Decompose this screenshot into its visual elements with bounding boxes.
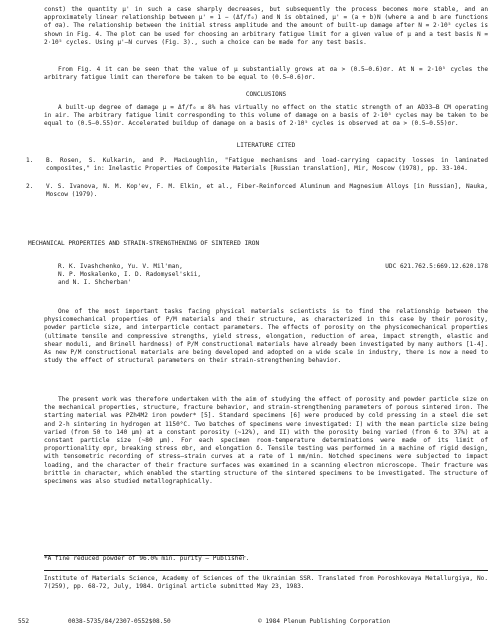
author-line: and N. I. Shcherban' xyxy=(58,279,132,287)
page-footer xyxy=(18,618,488,626)
literature-heading: LITERATURE CITED xyxy=(236,142,296,149)
reference-text: V. S. Ivanova, N. M. Kop'ev, F. M. Elkin, et al., Fiber-Reinforced Aluminum and Magnesium Alloys [in Russian], Nauka, Moscow (1979). xyxy=(46,183,488,199)
affiliation-note: Institute of Materials Science, Academy of Sciences of the Ukrainian SSR. Translated from Poroshkovaya Metallurgiya, No. 7(259), pp. 68-72, July, 1984. Original article submitted May 23, 1983. xyxy=(44,575,488,591)
intro-paragraph: const) the quantity μ' in such a case sharply decreases, but subsequently the process becomes more stable, and an approximately linear relationship between μ' = 1 − (Δf/f₀) and N is obtained, μ' = (a + b)N (where a and b are functions of σa). The relationship between the initial stress amplitude and the amount of built-up damage after N = 2·10⁵ cycles is shown in Fig. 4. The plot can be used for choosing an arbitrary fatigue limit for a given value of μ and a test basis N = 2·10⁵ cycles. Using μ'—N curves (Fig. 3)., such a choice can be made for any test basis. xyxy=(44,6,488,46)
reference-item xyxy=(26,183,488,199)
reference-number: 1. xyxy=(26,157,34,164)
udc-code: UDC 621.762.5:669.12.620.178 xyxy=(385,263,488,270)
body-paragraph-1: One of the most important tasks facing physical materials scientists is to find the relationship between the physicomechanical properties of P/M materials and their structure, as characterized in this case by their porosity, powder particle size, and interparticle contact parameters. The effects of porosity on the physicomechanical properties (ultimate tensile and compressive strengths, yield stress, elongation, reduction of area, impact strength, elastic and shear moduli, and Brinell hardness) of P/M constructional materials have already been investigated by many authors [1-4]. As new P/M constructional materials are being developed and adopted on a wide scale in industry, there is now a need to study the effect of structural parameters on their strain-strengthening behavior. xyxy=(44,308,488,365)
page-number: 552 xyxy=(18,618,30,625)
body-paragraph-2: The present work was therefore undertaken with the aim of studying the effect of porosity and powder particle size on the mechanical properties, structure, fracture behavior, and strain-strengthening parameters of porous sintered iron. The starting material was PZh4M2 iron powder* [5]. Standard specimens [6] were produced by cold pressing in a steel die set and 2-h sintering in hydrogen at 1150°C. Two batches of specimens were investigated: I) with the mean particle size being varied (from 50 to 140 μm) at a constant porosity (~12%), and II) with the porosity being varied (from 6 to 37%) at a constant particle size (~80 μm). For each specimen room-temperature determinations were made of its limit of proportionality σpr, breaking stress σbr, and elongation δ. Tensile testing was performed in a machine of rigid design, with tensometric recording of stress—strain curves at a rate of 1 mm/min. Notched specimens were subjected to impact loading, and the character of their fracture surfaces was examined in a scanning electron microscope. Their fracture was brittle in character, which enabled the starting structure of the sintered specimens to be investigated. The structure of specimens was also studied metallographically. xyxy=(44,396,488,486)
author-line: N. P. Moskalenko, I. D. Radomysel'skii, xyxy=(58,271,202,279)
copyright-line: © 1984 Plenum Publishing Corporation xyxy=(258,618,391,625)
conclusions-paragraph: A built-up degree of damage μ = Δf/f₀ ≤ 8% has virtually no effect on the static strength of an AD33—B CM operating in air. The arbitrary fatigue limit corresponding to this volume of damage on a basis of 2·10⁵ cycles may be taken to be equal to (0.5–0.55)σr. Accelerated buildup of damage on a basis of 2·10⁵ cycles is observed at σa > (0.5–0.55)σr. xyxy=(44,104,488,128)
reference-text: B. Rosen, S. Kulkarin, and P. MacLoughlin, "Fatigue mechanisms and load-carrying capacity losses in laminated composites," in: Inelastic Properties of Composite Materials [Russian translation], Mir, Moscow (1978), pp. 33-104. xyxy=(46,157,488,173)
publication-code: 0038-5735/84/2307-0552$08.50 xyxy=(68,618,171,625)
footnote: *A fine reduced powder of 96.0% min. purity — Publisher. xyxy=(44,555,250,562)
author-line: R. K. Ivashchenko, Yu. V. Mil'man, xyxy=(58,263,183,270)
affiliation-divider xyxy=(44,570,488,571)
reference-number: 2. xyxy=(26,183,34,190)
article-title: MECHANICAL PROPERTIES AND STRAIN-STRENGTHENING OF SINTERED IRON xyxy=(28,240,260,247)
fig4-paragraph: From Fig. 4 it can be seen that the value of μ substantially grows at σa > (0.5–0.6)σr. At N = 2·10⁵ cycles the arbitrary fatigue limit can therefore be taken to be equal to (0.5–0.6)σr. xyxy=(44,66,488,82)
reference-item xyxy=(26,157,488,173)
authors-block xyxy=(58,263,488,288)
conclusions-heading: CONCLUSIONS xyxy=(245,91,287,98)
